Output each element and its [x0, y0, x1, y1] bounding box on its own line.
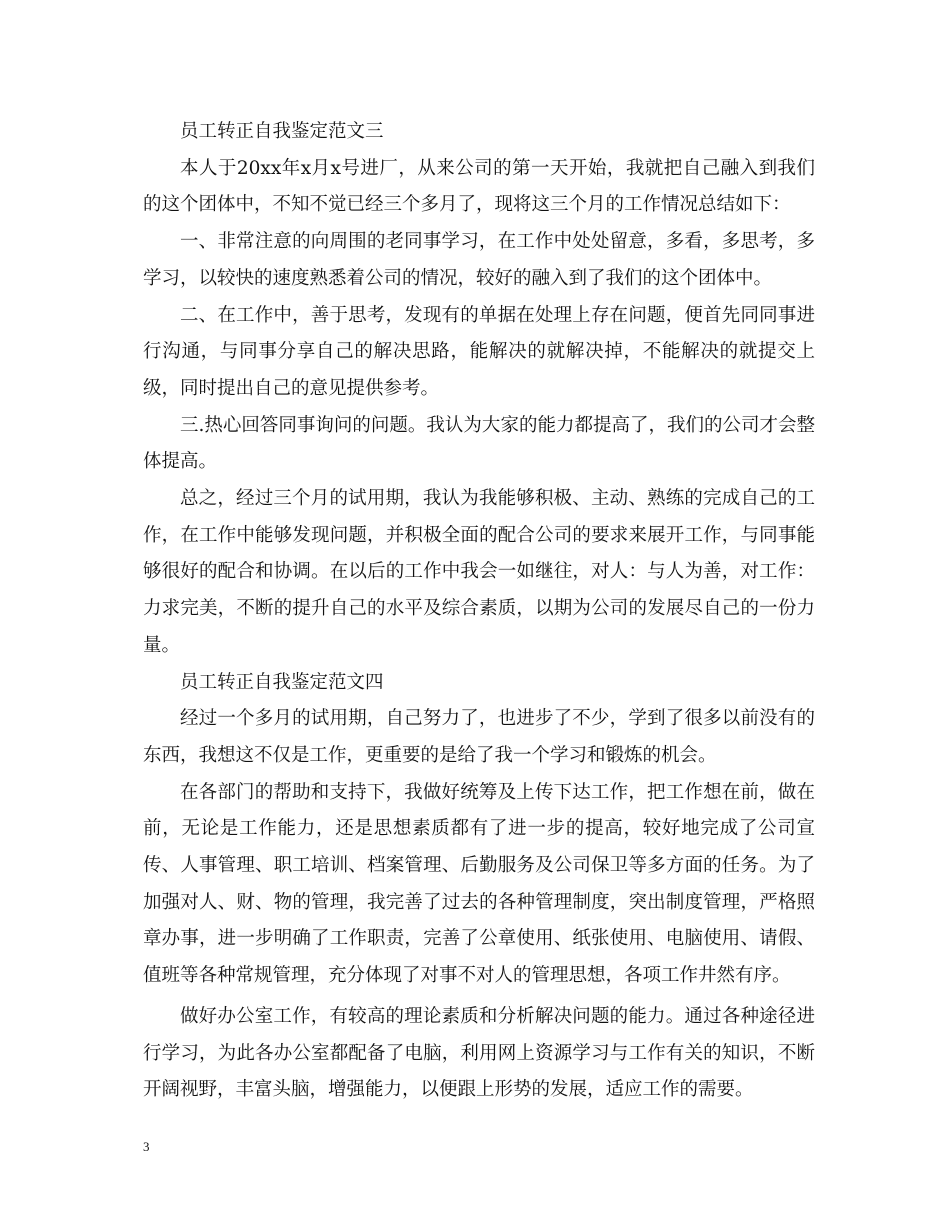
paragraph-trial-period: 经过一个多月的试用期，自己努力了，也进步了不少，学到了很多以前没有的东西，我想这不仅是工作，更重要的是给了我一个学习和锻炼的机会。	[143, 708, 815, 766]
paragraph-summary: 总之，经过三个月的试用期，我认为我能够积极、主动、熟练的完成自己的工作，在工作中能够发现问题，并积极全面的配合公司的要求来展开工作，与同事能够很好的配合和协调。在以后的工作中我会一如继往，对人：与人为善，对工作：力求完美，不断的提升自己的水平及综合素质，以期为公司的发展尽自己的一份力量。	[143, 488, 815, 656]
paragraph-departments: 在各部门的帮助和支持下，我做好统筹及上传下达工作，把工作想在前，做在前，无论是工作能力，还是思想素质都有了进一步的提高，较好地完成了公司宣传、人事管理、职工培训、档案管理、后勤服务及公司保卫等多方面的任务。为了加强对人、财、物的管理，我完善了过去的各种管理制度，突出制度管理，严格照章办事，进一步明确了工作职责，完善了公章使用、纸张使用、电脑使用、请假、值班等各种常规管理，充分体现了对事不对人的管理思想，各项工作井然有序。	[143, 781, 815, 987]
section-heading-4: 员工转正自我鉴定范文四	[180, 671, 384, 693]
paragraph-intro: 本人于20xx年x月x号进厂，从来公司的第一天开始，我就把自己融入到我们的这个团体中，不知不觉已经三个多月了，现将这三个月的工作情况总结如下：	[143, 157, 815, 216]
paragraph-point-3: 三.热心回答同事询问的问题。我认为大家的能力都提高了，我们的公司才会整体提高。	[143, 414, 815, 473]
page-number: 3	[143, 1139, 150, 1154]
section-heading-3: 员工转正自我鉴定范文三	[180, 121, 384, 142]
document-body	[143, 114, 815, 1109]
paragraph-office-work: 做好办公室工作，有较高的理论素质和分析解决问题的能力。通过各种途径进行学习，为此各办公室都配备了电脑，利用网上资源学习与工作有关的知识，不断开阔视野，丰富头脑，增强能力，以便跟上形势的发展，适应工作的需要。	[143, 1005, 815, 1101]
paragraph-point-2: 二、在工作中，善于思考，发现有的单据在处理上存在问题，便首先同同事进行沟通，与同事分享自己的解决思路，能解决的就解决掉，不能解决的就提交上级，同时提出自己的意见提供参考。	[143, 304, 815, 399]
paragraph-point-1: 一、非常注意的向周围的老同事学习，在工作中处处留意，多看，多思考，多学习，以较快的速度熟悉着公司的情况，较好的融入到了我们的这个团体中。	[143, 231, 815, 289]
